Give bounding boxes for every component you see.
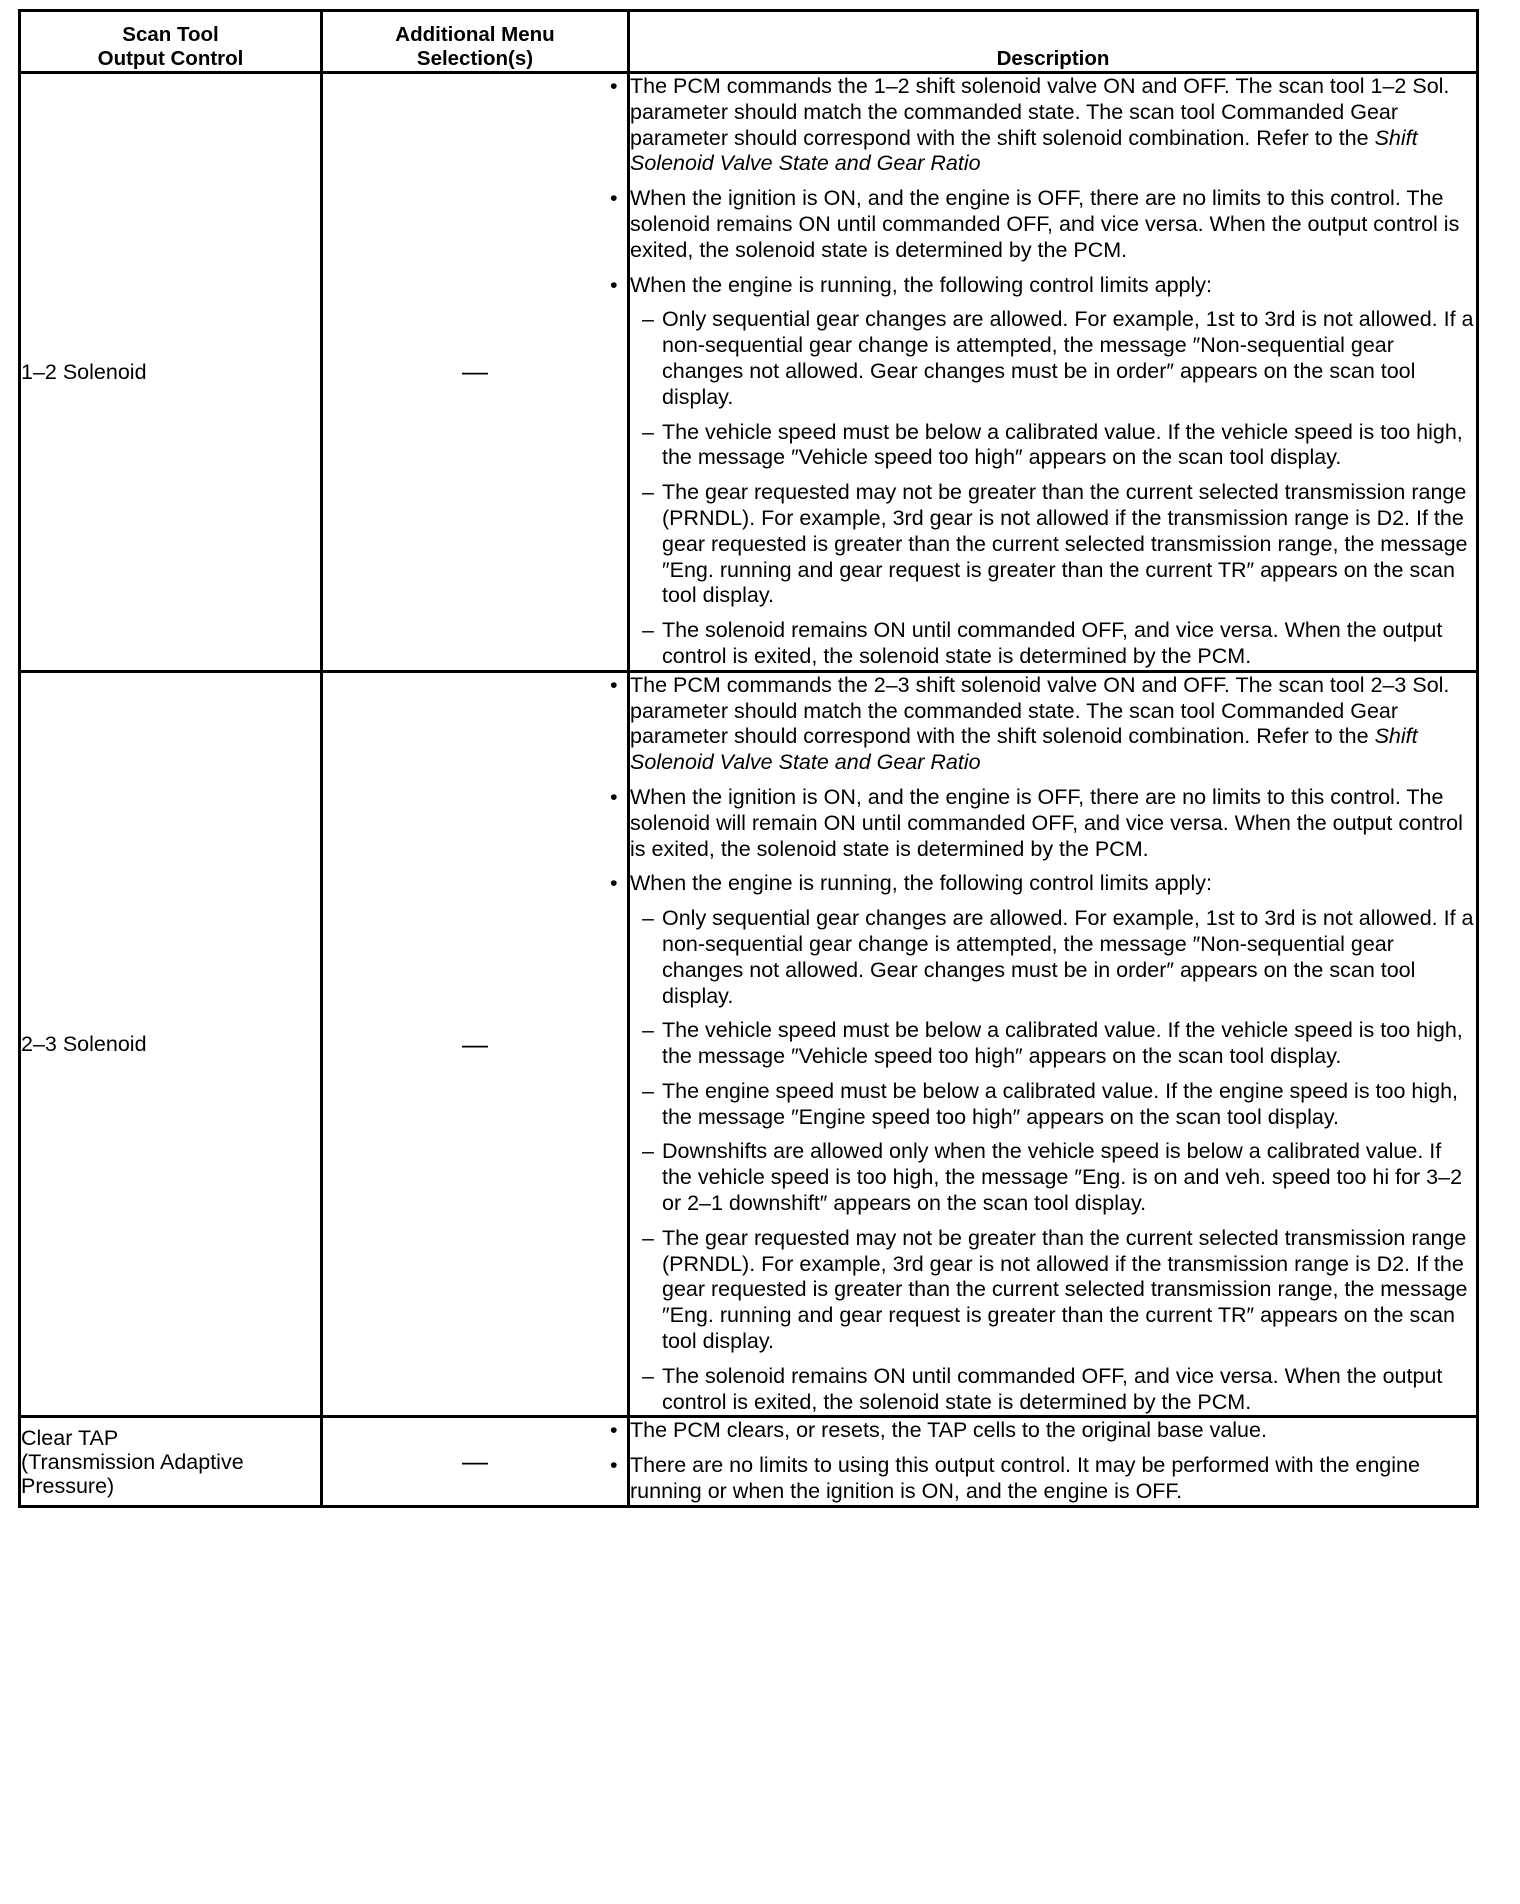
- dash-item: – The vehicle speed must be below a calibrated value. If the vehicle speed is too high, the message ″Vehicle speed too high″ appears on the scan tool display.: [662, 1018, 1476, 1070]
- description-cell: [629, 1417, 1478, 1506]
- header-line: Output Control: [97, 47, 244, 70]
- scan-tool-output-control-table-page: [18, 9, 1476, 1508]
- bullet-item: [630, 74, 1476, 177]
- header-description: [629, 11, 1478, 73]
- table-header-row: [20, 11, 1478, 73]
- bullet-item: • The PCM clears, or resets, the TAP cells to the original base value.: [630, 1418, 1476, 1444]
- table-row-2-3-solenoid: [20, 671, 1478, 1417]
- description-cell: [629, 73, 1478, 672]
- bullet-item: • When the ignition is ON, and the engine is OFF, there are no limits to this control. The solenoid will remain ON until commanded OFF, and vice versa. When the output control is exited, the solenoid state is determined by the PCM.: [630, 785, 1476, 862]
- name-line: 2–3 Solenoid: [21, 1032, 147, 1057]
- bullet-text: The PCM commands the 1–2 shift solenoid valve ON and OFF. The scan tool 1–2 Sol. parameter should match the commanded state. The scan tool Commanded Gear parameter should correspond with the shift solenoid combination. Refer to the: [630, 74, 1450, 150]
- output-control-table: [18, 9, 1479, 1508]
- dash-item: – Only sequential gear changes are allowed. For example, 1st to 3rd is not allowed. If a non-sequential gear change is attempted, the message ″Non-sequential gear changes not allowed. Gear changes must be in order″ appears on the scan tool display.: [662, 307, 1476, 410]
- header-line: Additional Menu: [395, 23, 555, 46]
- menu-selection: —: [322, 73, 629, 672]
- header-scan-tool-output-control: [20, 11, 322, 73]
- dash-item: – The vehicle speed must be below a calibrated value. If the vehicle speed is too high, the message ″Vehicle speed too high″ appears on the scan tool display.: [662, 420, 1476, 472]
- output-control-name: [20, 73, 322, 672]
- dash-item: – The gear requested may not be greater than the current selected transmission range (PRNDL). For example, 3rd gear is not allowed if the transmission range is D2. If the gear requested is greater than the current selected transmission range, the message ″Eng. running and gear request is greater than the current TR″ appears on the scan tool display.: [662, 1226, 1476, 1355]
- header-line: Scan Tool: [122, 23, 219, 46]
- name-line: 1–2 Solenoid: [21, 359, 147, 384]
- menu-selection: —: [322, 671, 629, 1417]
- dash-item: – The engine speed must be below a calibrated value. If the engine speed is too high, the message ″Engine speed too high″ appears on the scan tool display.: [662, 1079, 1476, 1131]
- bullet-item: [630, 673, 1476, 776]
- bullet-item: • There are no limits to using this output control. It may be performed with the engine running or when the ignition is ON, and the engine is OFF.: [630, 1453, 1476, 1505]
- bullet-text: The PCM commands the 2–3 shift solenoid valve ON and OFF. The scan tool 2–3 Sol. parameter should match the commanded state. The scan tool Commanded Gear parameter should correspond with the shift solenoid combination. Refer to the: [630, 672, 1450, 749]
- reference-link-text: Shift Solenoid Valve State and Gear Ratio: [630, 125, 1418, 176]
- menu-selection: —: [322, 1417, 629, 1506]
- table-row-clear-tap: [20, 1417, 1478, 1506]
- bullet-item: • When the engine is running, the following control limits apply:: [630, 871, 1476, 897]
- name-line: (Transmission Adaptive: [21, 1449, 244, 1474]
- bullet-item: • When the ignition is ON, and the engine is OFF, there are no limits to this control. The solenoid remains ON until commanded OFF, and vice versa. When the output control is exited, the solenoid state is determined by the PCM.: [630, 186, 1476, 263]
- output-control-name: [20, 1417, 322, 1506]
- header-additional-menu-selections: [322, 11, 629, 73]
- output-control-name: [20, 671, 322, 1417]
- dash-item: – Downshifts are allowed only when the vehicle speed is below a calibrated value. If the vehicle speed is too high, the message ″Eng. is on and veh. speed too hi for 3–2 or 2–1 downshift″ appears on the scan tool display.: [662, 1139, 1476, 1216]
- dash-item: – Only sequential gear changes are allowed. For example, 1st to 3rd is not allowed. If a non-sequential gear change is attempted, the message ″Non-sequential gear changes not allowed. Gear changes must be in order″ appears on the scan tool display.: [662, 906, 1476, 1009]
- header-line: Description: [996, 47, 1110, 70]
- dash-item: – The gear requested may not be greater than the current selected transmission range (PRNDL). For example, 3rd gear is not allowed if the transmission range is D2. If the gear requested is greater than the current selected transmission range, the message ″Eng. running and gear request is greater than the current TR″ appears on the scan tool display.: [662, 480, 1476, 609]
- bullet-item: • When the engine is running, the following control limits apply:: [630, 273, 1476, 299]
- name-line: Pressure): [21, 1473, 115, 1498]
- header-line: Selection(s): [416, 47, 534, 70]
- dash-item: – The solenoid remains ON until commanded OFF, and vice versa. When the output control is exited, the solenoid state is determined by the PCM.: [662, 618, 1476, 670]
- reference-link-text: Shift Solenoid Valve State and Gear Ratio: [630, 724, 1418, 775]
- name-line: Clear TAP: [21, 1425, 119, 1450]
- dash-item: – The solenoid remains ON until commanded OFF, and vice versa. When the output control is exited, the solenoid state is determined by the PCM.: [662, 1364, 1476, 1416]
- description-cell: [629, 671, 1478, 1417]
- table-row-1-2-solenoid: [20, 73, 1478, 672]
